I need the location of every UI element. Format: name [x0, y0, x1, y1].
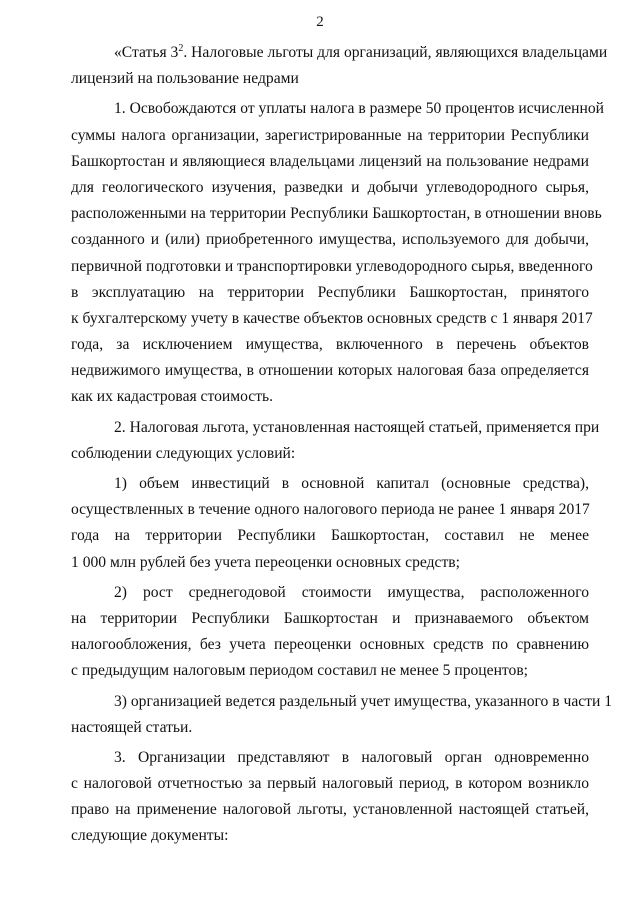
- condition-1-line: 1 000 млн рублей без учета переоценки основных средств;: [71, 553, 460, 571]
- condition-2-line: с предыдущим налоговым периодом составил не менее 5 процентов;: [71, 662, 529, 680]
- paragraph-1-line: 1. Освобождаются от уплаты налога в размере 50 процентов исчисленной: [114, 100, 605, 118]
- paragraph-1-line: к бухгалтерскому учету в качестве объектов основных средств с 1 января 2017: [71, 309, 593, 327]
- paragraph-1-line: года, за исключением имущества, включенного в перечень объектов: [71, 336, 589, 354]
- article-heading-line-1: [71, 40, 608, 66]
- paragraph-1-line: Башкортостан и являющиеся владельцами лицензий на пользование недрами: [71, 152, 589, 170]
- condition-3-line: 3) организацией ведется раздельный учет имущества, указанного в части 1: [114, 692, 613, 710]
- paragraph-1-line: первичной подготовки и транспортировки углеводородного сырья, введенного: [71, 257, 593, 275]
- paragraph-1-line: суммы налога организации, зарегистрированные на территории Республики: [71, 126, 589, 144]
- condition-1-line: осуществленных в течение одного налогового периода не ранее 1 января 2017: [71, 501, 590, 519]
- paragraph-2-line: соблюдении следующих условий:: [71, 444, 296, 462]
- article-title-prefix: «Статья 3: [114, 44, 179, 61]
- condition-3-line: настоящей статьи.: [71, 718, 193, 736]
- paragraph-1-line: как их кадастровая стоимость.: [71, 388, 274, 406]
- condition-2-line: на территории Республики Башкортостан и признаваемого объектом: [71, 609, 589, 627]
- article-title-text: . Налоговые льготы для организаций, являющихся владельцами: [183, 44, 608, 61]
- paragraph-2-line: 2. Налоговая льгота, установленная настоящей статьей, применяется при: [114, 418, 600, 436]
- condition-1-line: года на территории Республики Башкортостан, составил не менее: [71, 527, 589, 545]
- paragraph-3-line: право на применение налоговой льготы, установленной настоящей статьей,: [71, 801, 589, 819]
- page-number: 2: [316, 14, 324, 30]
- paragraph-1-line: созданного и (или) приобретенного имущества, используемого для добычи,: [71, 231, 589, 249]
- paragraph-3-line: 3. Организации представляют в налоговый орган одновременно: [114, 748, 589, 766]
- condition-1-line: 1) объем инвестиций в основной капитал (основные средства),: [114, 475, 589, 492]
- condition-2-line: налогообложения, без учета переоценки основных средств по сравнению: [71, 636, 589, 654]
- paragraph-1-line: недвижимого имущества, в отношении которых налоговая база определяется: [71, 362, 589, 380]
- paragraph-1-line: в эксплуатацию на территории Республики Башкортостан, принятого: [71, 283, 589, 301]
- paragraph-1-line: для геологического изучения, разведки и добычи углеводородного сырья,: [71, 178, 589, 196]
- paragraph-3-line: с налоговой отчетностью за первый налоговый период, в котором возникло: [71, 775, 589, 793]
- article-title-superscript: 2: [178, 43, 184, 54]
- document-body: [71, 40, 613, 850]
- article-heading-line-2: лицензий на пользование недрами: [71, 70, 299, 88]
- condition-2-line: 2) рост среднегодовой стоимости имущества, расположенного: [114, 583, 589, 601]
- paragraph-3-line: следующие документы:: [71, 827, 229, 845]
- paragraph-1-line: расположенными на территории Республики Башкортостан, в отношении вновь: [71, 205, 602, 223]
